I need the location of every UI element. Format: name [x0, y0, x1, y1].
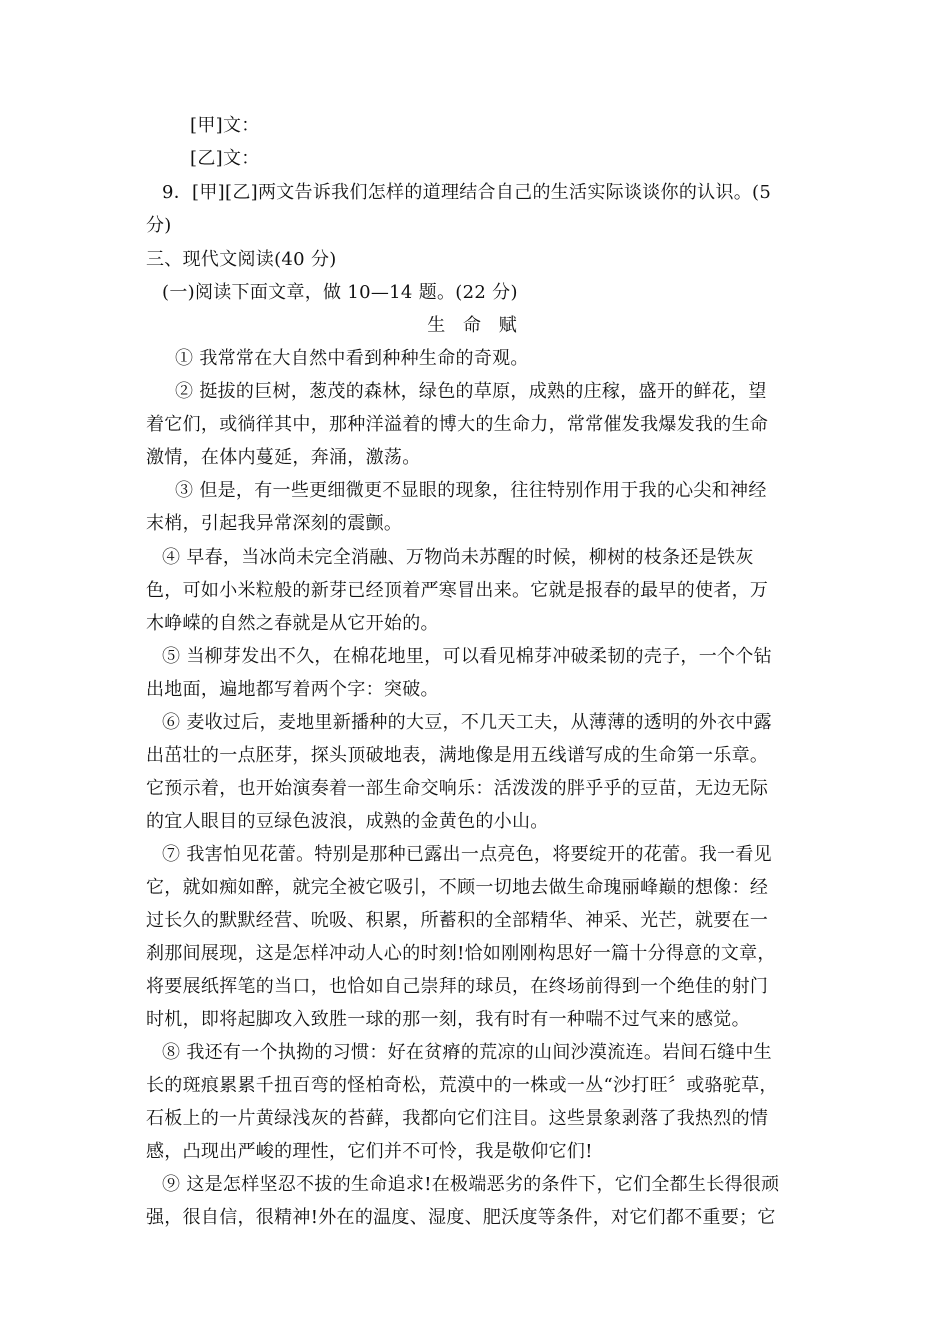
question-9-cont: 分)	[146, 215, 172, 236]
article-title: 生 命 赋	[427, 315, 523, 336]
subsection-instruction: (一)阅读下面文章，做 10—14 题。(22 分)	[162, 282, 518, 303]
paragraph-8-line: 长的斑痕累累千扭百弯的怪柏奇松，荒漠中的一株或一丛“沙打旺〞或骆驼草，	[146, 1075, 778, 1096]
paragraph-7-line: 刹那间展现，这是怎样冲动人心的时刻!恰如刚刚构思好一篇十分得意的文章，	[146, 943, 776, 964]
answer-line-yi: [乙]文：	[190, 148, 260, 169]
paragraph-3: ③ 但是，有一些更细微更不显眼的现象，往往特别作用于我的心尖和神经	[175, 480, 767, 501]
paragraph-7-line: 它，就如痴如醉，就完全被它吸引，不顾一切地去做生命瑰丽峰巅的想像：经	[146, 877, 769, 898]
paragraph-4-line: 色，可如小米粒般的新芽已经顶着严寒冒出来。它就是报春的最早的使者，万	[146, 580, 769, 601]
paragraph-6-line: 出茁壮的一点胚芽，探头顶破地表，满地像是用五线谱写成的生命第一乐章。	[146, 745, 769, 766]
paragraph-7: ⑦ 我害怕见花蕾。特别是那种已露出一点亮色，将要绽开的花蕾。我一看见	[162, 844, 772, 865]
paragraph-5: ⑤ 当柳芽发出不久，在棉花地里，可以看见棉芽冲破柔韧的壳子，一个个钻	[162, 646, 772, 667]
paragraph-7-line: 过长久的默默经营、吮吸、积累，所蓄积的全部精华、神采、光芒，就要在一	[146, 910, 769, 931]
paragraph-9: ⑨ 这是怎样坚忍不拔的生命追求!在极端恶劣的条件下，它们全都生长得很顽	[162, 1174, 780, 1195]
paragraph-2: ② 挺拔的巨树，葱茂的森林，绿色的草原，成熟的庄稼，盛开的鲜花，望	[175, 381, 767, 402]
paragraph-7-line: 将要展纸挥笔的当口，也恰如自己崇拜的球员，在终场前得到一个绝佳的射门	[146, 976, 769, 997]
paragraph-8-line: 石板上的一片黄绿浅灰的苔藓，我都向它们注目。这些景象剥落了我热烈的情	[146, 1108, 769, 1129]
paragraph-4-line: 木峥嵘的自然之春就是从它开始的。	[146, 613, 439, 634]
paragraph-8: ⑧ 我还有一个执拗的习惯：好在贫瘠的荒凉的山间沙漠流连。岩间石缝中生	[162, 1042, 772, 1063]
paragraph-2-line: 激情，在体内蔓延，奔涌，激荡。	[146, 447, 421, 468]
section-heading: 三、现代文阅读(40 分)	[146, 249, 337, 270]
paragraph-8-line: 感，凸现出严峻的理性，它们并不可怜，我是敬仰它们!	[146, 1141, 593, 1162]
question-9: 9．[甲][乙]两文告诉我们怎样的道理结合自己的生活实际谈谈你的认识。(5	[162, 182, 772, 203]
paragraph-4: ④ 早春，当冰尚未完全消融、万物尚未苏醒的时候，柳树的枝条还是铁灰	[162, 547, 754, 568]
paragraph-9-line: 强，很自信，很精神!外在的温度、湿度、肥沃度等条件，对它们都不重要；它	[146, 1207, 776, 1228]
paragraph-5-line: 出地面，遍地都写着两个字：突破。	[146, 679, 439, 700]
paragraph-6: ⑥ 麦收过后，麦地里新播种的大豆，不几天工夫，从薄薄的透明的外衣中露	[162, 712, 772, 733]
paragraph-7-line: 时机，即将起脚攻入致胜一球的那一刻，我有时有一种喘不过气来的感觉。	[146, 1009, 750, 1030]
paragraph-6-line: 的宜人眼目的豆绿色波浪，成熟的金黄色的小山。	[146, 811, 549, 832]
paragraph-1: ① 我常常在大自然中看到种种生命的奇观。	[175, 348, 529, 369]
paragraph-6-line: 它预示着，也开始演奏着一部生命交响乐：活泼泼的胖乎乎的豆苗，无边无际	[146, 778, 769, 799]
paragraph-2-line: 着它们，或徜徉其中，那种洋溢着的博大的生命力，常常催发我爆发我的生命	[146, 414, 769, 435]
paragraph-3-line: 末梢，引起我异常深刻的震颤。	[146, 513, 403, 534]
answer-line-jia: [甲]文：	[190, 115, 260, 136]
